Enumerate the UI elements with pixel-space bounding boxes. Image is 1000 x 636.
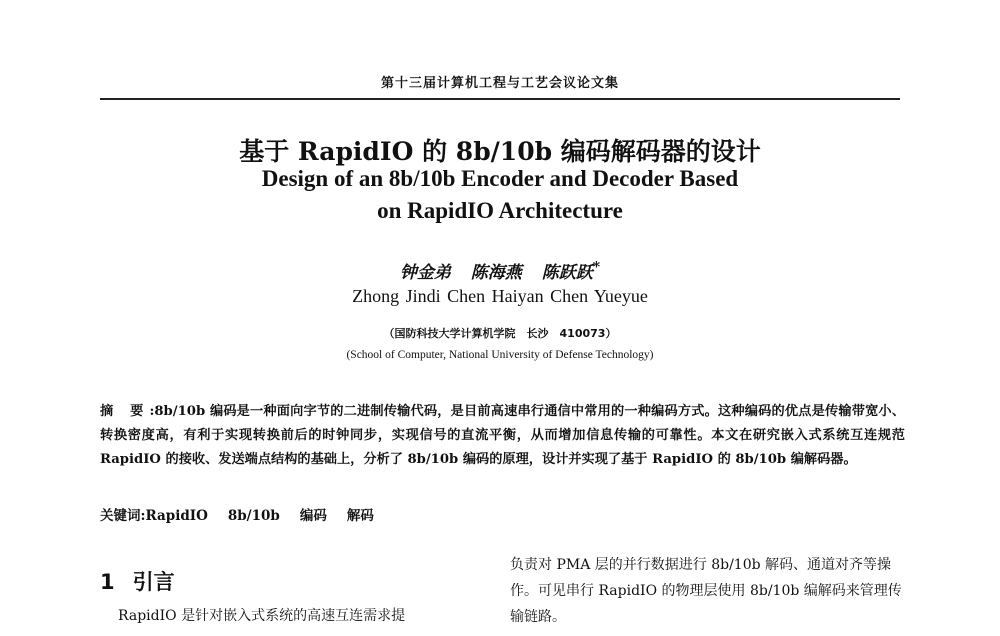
corresponding-author-mark: * bbox=[592, 259, 601, 276]
keywords-label: 关键词: bbox=[100, 508, 146, 524]
keywords bbox=[100, 504, 900, 524]
authors-chinese bbox=[0, 258, 1000, 283]
abstract bbox=[100, 400, 905, 472]
affiliation-chinese: （国防科技大学计算机学院 长沙 410073） bbox=[383, 327, 617, 340]
keyword-item: RapidIO bbox=[145, 508, 208, 524]
section-number: 1 bbox=[100, 570, 115, 594]
body-text-left-column: RapidIO 是针对嵌入式系统的高速互连需求提 bbox=[118, 608, 406, 624]
authors-chinese-names: 钟金弟 陈海燕 陈跃跃 bbox=[399, 263, 593, 283]
section-heading bbox=[100, 566, 175, 596]
authors-english: Zhong Jindi Chen Haiyan Chen Yueyue bbox=[352, 286, 648, 306]
title-chinese: 基于 RapidIO 的 8b/10b 编码解码器的设计 bbox=[239, 137, 761, 166]
abstract-label: 摘 要 bbox=[100, 404, 150, 419]
keyword-item: 8b/10b bbox=[227, 508, 280, 524]
affiliation-english: (School of Computer, National University of Defense Technology) bbox=[346, 349, 654, 361]
keyword-item: 编码 bbox=[299, 508, 327, 524]
abstract-text: :8b/10b 编码是一种面向字节的二进制传输代码，是目前高速串行通信中常用的一种编码方式。这种编码的优点是传输带宽小、转换密度高，有利于实现转换前后的时钟同步，实现信号的直流平衡，从而增加信息传输的可靠性。本文在研究嵌入式系统互连规范 RapidIO 的接收、发送端点结构的基础上，分析了 8b/10b 编码的原理，设计并实现了基于 RapidIO 的 8b/10b 编解码器。 bbox=[100, 404, 905, 467]
title-english-line1: Design of an 8b/10b Encoder and Decoder Based bbox=[261, 166, 739, 191]
running-header: 第十三届计算机工程与工艺会议论文集 bbox=[380, 76, 619, 91]
body-text-right-column: 负责对 PMA 层的并行数据进行 8b/10b 解码、通道对齐等操作。可见串行 RapidIO 的物理层使用 8b/10b 编解码来管理传输链路。 bbox=[510, 557, 902, 625]
keyword-item: 解码 bbox=[346, 508, 374, 524]
title-english-line2: on RapidIO Architecture bbox=[377, 198, 623, 223]
section-title: 引言 bbox=[132, 570, 175, 594]
header-rule bbox=[100, 98, 900, 100]
